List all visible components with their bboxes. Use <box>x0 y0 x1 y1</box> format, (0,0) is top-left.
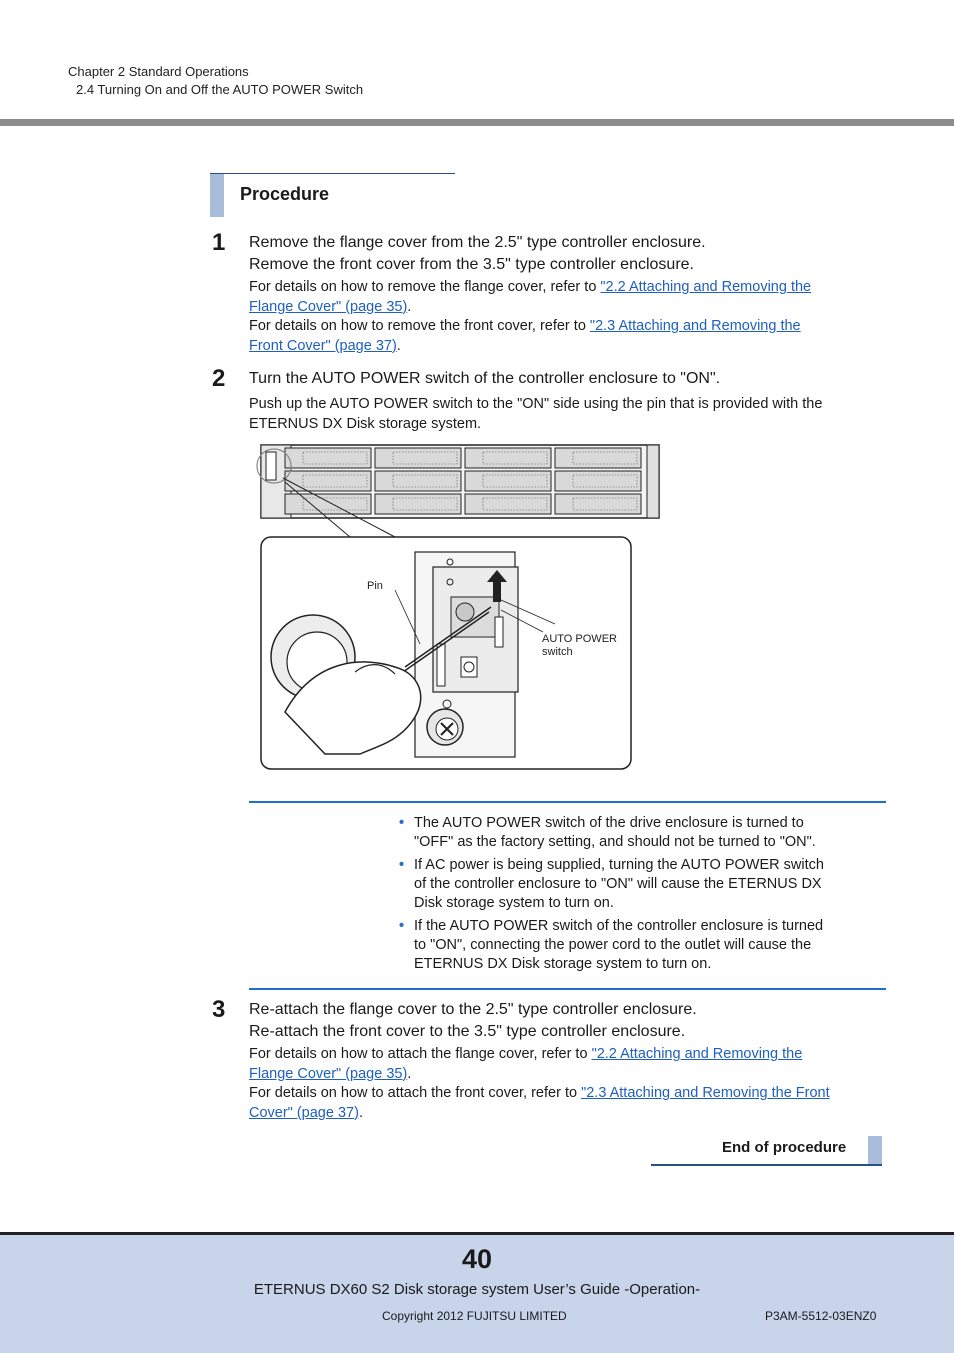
end-of-procedure-label: End of procedure <box>722 1139 847 1156</box>
step-number: 3 <box>212 996 226 1023</box>
procedure-title: Procedure <box>240 184 330 204</box>
bullet-icon: • <box>399 918 405 934</box>
detail-text: For details on how to attach the front cover, refer to <box>249 1085 582 1101</box>
note-item: • The AUTO POWER switch of the drive enclosure is turned to "OFF" as the factory setting, and should not be turned to "ON". <box>399 815 816 850</box>
detail-text: Push up the AUTO POWER switch to the "ON" side using the pin that is provided with the <box>249 396 823 412</box>
switch-label: switch <box>542 646 573 658</box>
note-item: • If AC power is being supplied, turning the AUTO POWER switch of the controller enclosure to "ON" will cause the ETERNUS DX Disk storage system to turn on. <box>399 857 824 911</box>
link-flange-cover[interactable]: "2.2 Attaching and Removing the <box>591 1046 803 1062</box>
section-heading: 2.4 Turning On and Off the AUTO POWER Switch <box>76 82 364 97</box>
note-item: • If the AUTO POWER switch of the controller enclosure is turned to "ON", connecting the power cord to the outlet will cause the ETERNUS DX Disk storage system to turn on. <box>399 918 824 972</box>
link-front-cover[interactable]: "2.3 Attaching and Removing the <box>589 318 801 334</box>
detail-text: For details on how to remove the flange cover, refer to <box>249 279 601 295</box>
procedure-accent-bar <box>210 174 224 217</box>
detail-text: . <box>358 1104 363 1121</box>
page-number: 40 <box>461 1244 493 1274</box>
step-text: Remove the front cover from the 3.5" type controller enclosure. <box>249 256 694 273</box>
chapter-heading: Chapter 2 Standard Operations <box>68 64 249 79</box>
step-number: 1 <box>212 229 226 256</box>
step-2-main: Turn the AUTO POWER switch of the controller enclosure to "ON". <box>249 370 721 387</box>
step-number: 2 <box>212 365 226 392</box>
link-flange-cover[interactable]: "2.2 Attaching and Removing the <box>600 279 812 295</box>
notes-list <box>399 814 879 978</box>
bullet-icon: • <box>399 815 405 831</box>
detail-text: For details on how to remove the front cover, refer to <box>249 318 590 334</box>
step-text: Re-attach the front cover to the 3.5" type controller enclosure. <box>249 1023 686 1040</box>
document-code: P3AM-5512-03ENZ0 <box>765 1309 877 1323</box>
header-divider <box>0 119 954 126</box>
detail-text: ETERNUS DX Disk storage system. <box>249 415 482 432</box>
notes-bottom-rule <box>249 988 886 990</box>
link-flange-cover[interactable]: Flange Cover" (page 35) <box>249 298 408 315</box>
pin-label: Pin <box>367 580 383 592</box>
procedure-top-rule <box>210 173 455 174</box>
detail-text: . <box>396 337 401 354</box>
document-title: ETERNUS DX60 S2 Disk storage system User’s Guide -Operation- <box>253 1281 701 1298</box>
notes-top-rule <box>249 801 886 803</box>
link-front-cover[interactable]: Front Cover" (page 37) <box>249 337 397 354</box>
bullet-icon: • <box>399 857 405 873</box>
copyright: Copyright 2012 FUJITSU LIMITED <box>382 1309 567 1323</box>
detail-text: For details on how to attach the flange cover, refer to <box>249 1046 592 1062</box>
step-3-details <box>249 1045 889 1123</box>
step-text: Remove the flange cover from the 2.5" type controller enclosure. <box>249 234 706 251</box>
step-2-details <box>249 395 889 434</box>
link-front-cover[interactable]: "2.3 Attaching and Removing the Front <box>581 1085 830 1101</box>
controller-enclosure-drawing <box>257 445 659 518</box>
switch-label: AUTO POWER <box>542 633 617 645</box>
auto-power-switch-figure <box>255 442 665 772</box>
step-text: Re-attach the flange cover to the 2.5" type controller enclosure. <box>249 1001 697 1018</box>
step-3-main <box>249 999 697 1043</box>
step-1-details <box>249 278 889 356</box>
step-1-main <box>249 232 706 276</box>
detail-text: . <box>407 298 412 315</box>
end-of-procedure-rule <box>651 1164 882 1166</box>
detail-text: . <box>407 1065 412 1082</box>
link-flange-cover[interactable]: Flange Cover" (page 35) <box>249 1065 408 1082</box>
link-front-cover[interactable]: Cover" (page 37) <box>249 1104 359 1121</box>
end-of-procedure-accent-bar <box>868 1136 882 1165</box>
